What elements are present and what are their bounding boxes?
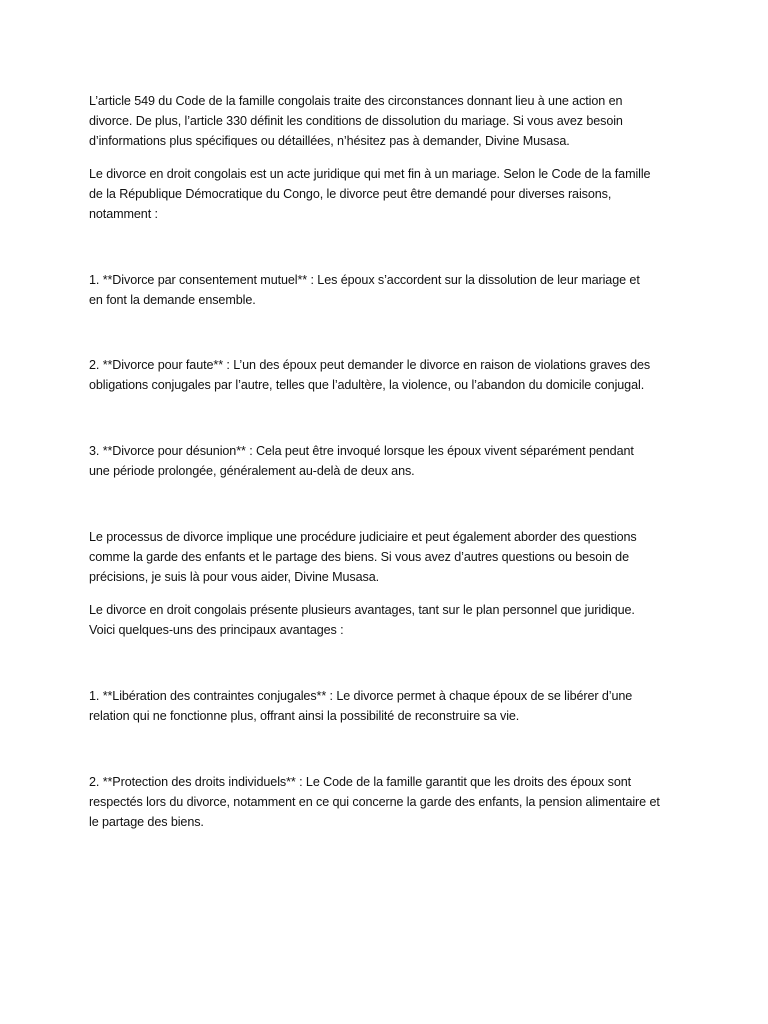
paragraph-articles: L’article 549 du Code de la famille congolais traite des circonstances donnant lieu à une action en divorce. De plus, l’article 330 définit les conditions de dissolution du mariage. Si vous avez besoin d’informations plus spécifiques ou détaillées, n’hésitez pas à demander, Divine Musasa. xyxy=(89,94,623,148)
list-item-protection-droits: 2. **Protection des droits individuels** : Le Code de la famille garantit que les droits des époux sont respectés lors du divorce, notamment en ce qui concerne la garde des enfants, la pension alimentaire et le partage des biens. xyxy=(89,775,660,829)
paragraph-divorce-intro: Le divorce en droit congolais est un acte juridique qui met fin à un mariage. Selon le Code de la famille de la République Démocratique du Congo, le divorce peut être demandé pour diverses raisons, notamment : xyxy=(89,167,651,221)
list-item-divorce-pour-faute: 2. **Divorce pour faute** : L’un des époux peut demander le divorce en raison de violations graves des obligations conjugales par l’autre, telles que l’adultère, la violence, ou l’abandon du domicile conjugal. xyxy=(89,358,651,392)
list-item-liberation: 1. **Libération des contraintes conjugales** : Le divorce permet à chaque époux de se libérer d’une relation qui ne fonctionne plus, offrant ainsi la possibilité de reconstruire sa vie. xyxy=(89,689,633,723)
paragraph-avantages-intro: Le divorce en droit congolais présente plusieurs avantages, tant sur le plan personnel que juridique. Voici quelques-uns des principaux avantages : xyxy=(89,603,635,637)
list-item-consentement-mutuel: 1. **Divorce par consentement mutuel** : Les époux s’accordent sur la dissolution de leur mariage et en font la demande ensemble. xyxy=(89,273,640,307)
paragraph-processus: Le processus de divorce implique une procédure judiciaire et peut également aborder des questions comme la garde des enfants et le partage des biens. Si vous avez d’autres questions ou besoin de précisions, je suis là pour vous aider, Divine Musasa. xyxy=(89,530,637,584)
list-item-divorce-pour-desunion: 3. **Divorce pour désunion** : Cela peut être invoqué lorsque les époux vivent séparément pendant une période prolongée, généralement au-delà de deux ans. xyxy=(89,444,634,478)
